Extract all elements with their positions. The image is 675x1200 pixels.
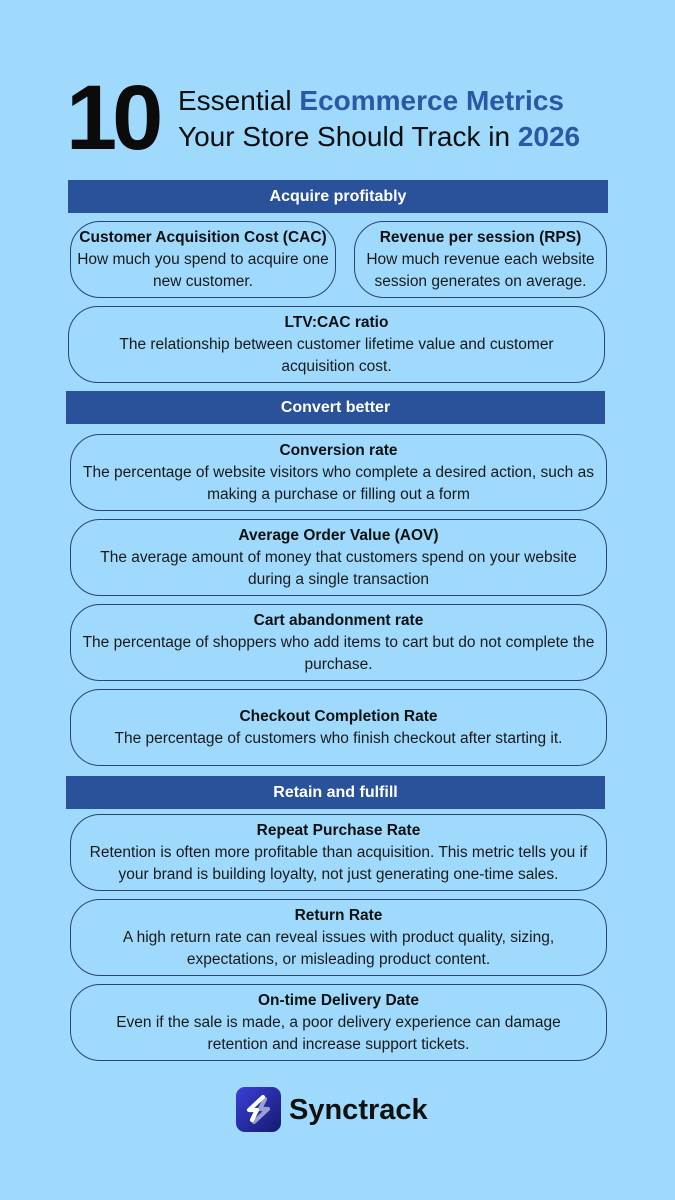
- title-line-2: Your Store Should Track in 2026: [178, 121, 581, 152]
- metric-title: Checkout Completion Rate: [239, 707, 438, 725]
- metric-card-repeat-purchase: [70, 814, 607, 891]
- metric-title: Customer Acquisition Cost (CAC): [79, 228, 327, 246]
- metric-card-conversion-rate: [70, 434, 607, 511]
- metric-description: The relationship between customer lifetime value and customer acquisition cost.: [119, 335, 554, 375]
- title-year: 2026: [517, 121, 581, 152]
- metric-card-aov: [70, 519, 607, 596]
- title-line-1: Essential Ecommerce Metrics: [178, 85, 564, 116]
- metric-card-rps: [354, 221, 607, 298]
- metric-card-ltv-cac: [68, 306, 605, 383]
- metric-description: The average amount of money that customers spend on your website during a single transaction: [100, 548, 577, 588]
- metric-description: The percentage of customers who finish checkout after starting it.: [114, 729, 563, 747]
- metric-title: Return Rate: [294, 906, 383, 924]
- section-header-convert: Convert better: [66, 391, 605, 424]
- synctrack-s-logo-icon: [236, 1087, 281, 1132]
- metric-description: Retention is often more profitable than acquisition. This metric tells you if your brand is building loyalty, not just generating one-time sales.: [89, 843, 588, 883]
- metric-title: On-time Delivery Date: [257, 991, 420, 1009]
- title-number: 10: [66, 67, 159, 169]
- metric-description: How much you spend to acquire one new customer.: [77, 250, 329, 290]
- section-header-retain: Retain and fulfill: [66, 776, 605, 809]
- metric-description: A high return rate can reveal issues with product quality, sizing, expectations, or misleading product content.: [122, 928, 555, 968]
- page-title: [178, 83, 580, 155]
- metric-description: The percentage of website visitors who complete a desired action, such as making a purchase or filling out a form: [83, 463, 594, 503]
- metric-card-on-time-delivery: [70, 984, 607, 1061]
- metric-description: Even if the sale is made, a poor delivery experience can damage retention and increase support tickets.: [116, 1013, 561, 1053]
- metric-description: How much revenue each website session generates on average.: [366, 250, 595, 290]
- metric-card-checkout-completion: [70, 689, 607, 766]
- title-highlight: Ecommerce Metrics: [299, 85, 564, 116]
- metric-card-return-rate: [70, 899, 607, 976]
- brand-name: Synctrack: [289, 1094, 428, 1126]
- metric-title: Average Order Value (AOV): [238, 526, 439, 544]
- metric-title: Conversion rate: [279, 441, 398, 459]
- metric-card-cart-abandonment: [70, 604, 607, 681]
- metric-title: LTV:CAC ratio: [284, 313, 389, 331]
- metric-description: The percentage of shoppers who add items to cart but do not complete the purchase.: [82, 633, 595, 673]
- metric-title: Repeat Purchase Rate: [256, 821, 421, 839]
- section-header-acquire: Acquire profitably: [68, 180, 608, 213]
- metric-title: Cart abandonment rate: [253, 611, 424, 629]
- metric-card-cac: [70, 221, 336, 298]
- metric-title: Revenue per session (RPS): [379, 228, 582, 246]
